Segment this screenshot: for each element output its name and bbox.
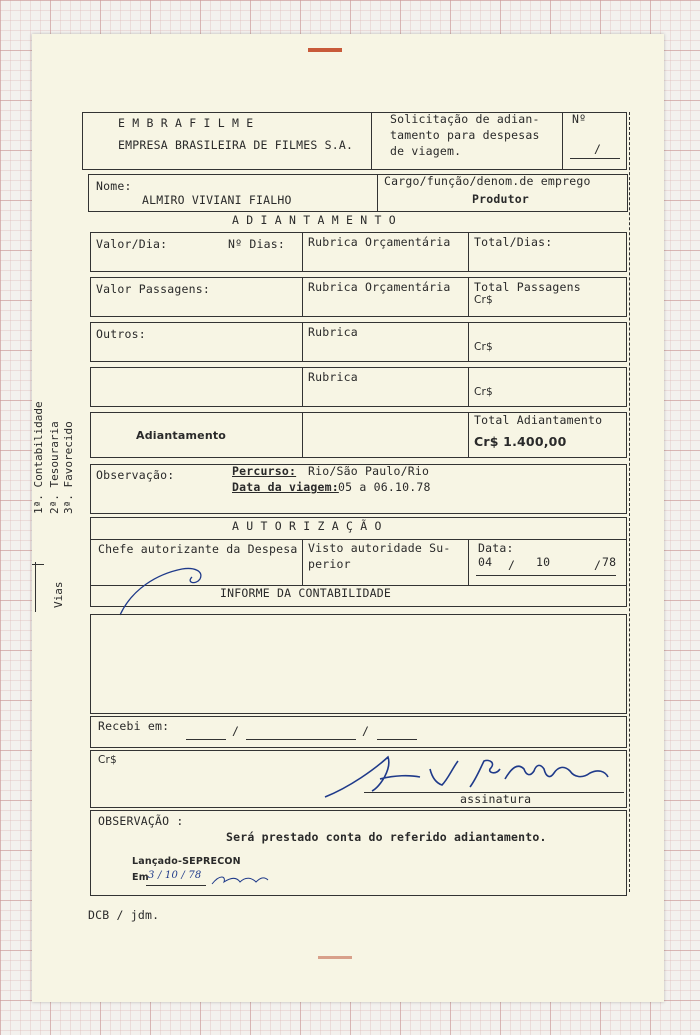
staple-mark-bottom xyxy=(318,956,352,959)
signature-caption: assinatura xyxy=(460,792,532,806)
valor-passagens-label: Valor Passagens: xyxy=(96,282,210,296)
total-passagens-label: Total Passagens xyxy=(474,280,581,294)
travel-date-value: 05 a 06.10.78 xyxy=(338,480,431,494)
role-value: Produtor xyxy=(472,192,529,206)
authorizer-signature xyxy=(112,549,232,619)
currency-1: Cr$ xyxy=(474,294,493,306)
auth-day: 04 xyxy=(478,555,493,569)
outros-label: Outros: xyxy=(96,327,146,341)
copy-2: 2ª. Tesouraria xyxy=(48,421,61,514)
currency-2: Cr$ xyxy=(474,341,493,353)
total-adiantamento-value: Cr$ 1.400,00 xyxy=(474,434,567,449)
rubrica-label-1: Rubrica xyxy=(308,325,358,339)
visto-label-2: perior xyxy=(308,557,351,571)
rubrica-orc-label: Rubrica Orçamentária xyxy=(308,235,451,249)
vias-label: Vias xyxy=(52,581,65,608)
travel-date-label: Data da viagem: xyxy=(232,480,339,494)
company-full: EMPRESA BRASILEIRA DE FILMES S.A. xyxy=(118,138,354,152)
rubrica-orc-label-2: Rubrica Orçamentária xyxy=(308,280,451,294)
accounting-box xyxy=(90,614,627,714)
receipt-currency: Cr$ xyxy=(98,754,117,766)
num-dias-label: Nº Dias: xyxy=(228,237,285,251)
advance-row-3 xyxy=(90,322,627,362)
total-dias-label: Total/Dias: xyxy=(474,235,553,249)
percurso-value: Rio/São Paulo/Rio xyxy=(308,464,430,478)
stamp-date: 3 / 10 / 78 xyxy=(148,870,202,881)
request-title-2: tamento para despesas xyxy=(390,128,540,142)
recebi-slash-2: / xyxy=(362,724,370,738)
copy-1: 1ª. Contabilidade xyxy=(32,401,45,514)
auth-year: 78 xyxy=(602,555,617,569)
number-slash: / xyxy=(594,142,602,156)
valor-dia-label: Valor/Dia: xyxy=(96,237,168,251)
payee-signature xyxy=(320,739,640,799)
name-label: Nome: xyxy=(96,179,132,193)
staple-mark-top xyxy=(308,48,342,52)
role-label: Cargo/função/denom.de emprego xyxy=(384,174,591,188)
visto-label-1: Visto autoridade Su- xyxy=(308,541,451,555)
authorization-title: A U T O R I Z A Ç Ã O xyxy=(232,519,382,533)
currency-3: Cr$ xyxy=(474,386,493,398)
chefe-label: Chefe autorizante da Despesa xyxy=(98,542,298,556)
recebi-label: Recebi em: xyxy=(98,719,170,733)
stamp-initials xyxy=(210,870,270,890)
advance-row-4 xyxy=(90,367,627,407)
percurso-label: Percurso: xyxy=(232,464,297,478)
auth-slash-1: / xyxy=(508,558,516,572)
request-title-3: de viagem. xyxy=(390,144,462,158)
stamp-line-2-prefix: Em xyxy=(132,872,149,883)
name-value: ALMIRO VIVIANI FIALHO xyxy=(142,193,292,207)
observation-label: Observação: xyxy=(96,468,175,482)
auth-slash-2: / xyxy=(594,558,602,572)
accounting-title: INFORME DA CONTABILIDADE xyxy=(220,586,391,600)
recebi-slash-1: / xyxy=(232,724,240,738)
auth-month: 10 xyxy=(536,555,551,569)
stamp-line-1: Lançado-SEPRECON xyxy=(132,856,241,867)
advance-title: A D I A N T A M E N T O xyxy=(232,213,396,227)
company-short: E M B R A F I L M E xyxy=(118,116,254,130)
form-paper xyxy=(32,34,664,1002)
total-adiantamento-label: Total Adiantamento xyxy=(474,413,603,427)
final-note-text: Será prestado conta do referido adiantamento. xyxy=(226,830,547,844)
copy-3: 3ª. Favorecido xyxy=(62,421,75,514)
rubrica-label-2: Rubrica xyxy=(308,370,358,384)
footer-initials: DCB / jdm. xyxy=(88,908,160,922)
auth-date-label: Data: xyxy=(478,541,514,555)
number-label: Nº xyxy=(572,112,587,126)
final-note-label: OBSERVAÇÃO : xyxy=(98,814,184,828)
request-title-1: Solicitação de adian- xyxy=(390,112,540,126)
adiantamento-label: Adiantamento xyxy=(136,429,227,442)
